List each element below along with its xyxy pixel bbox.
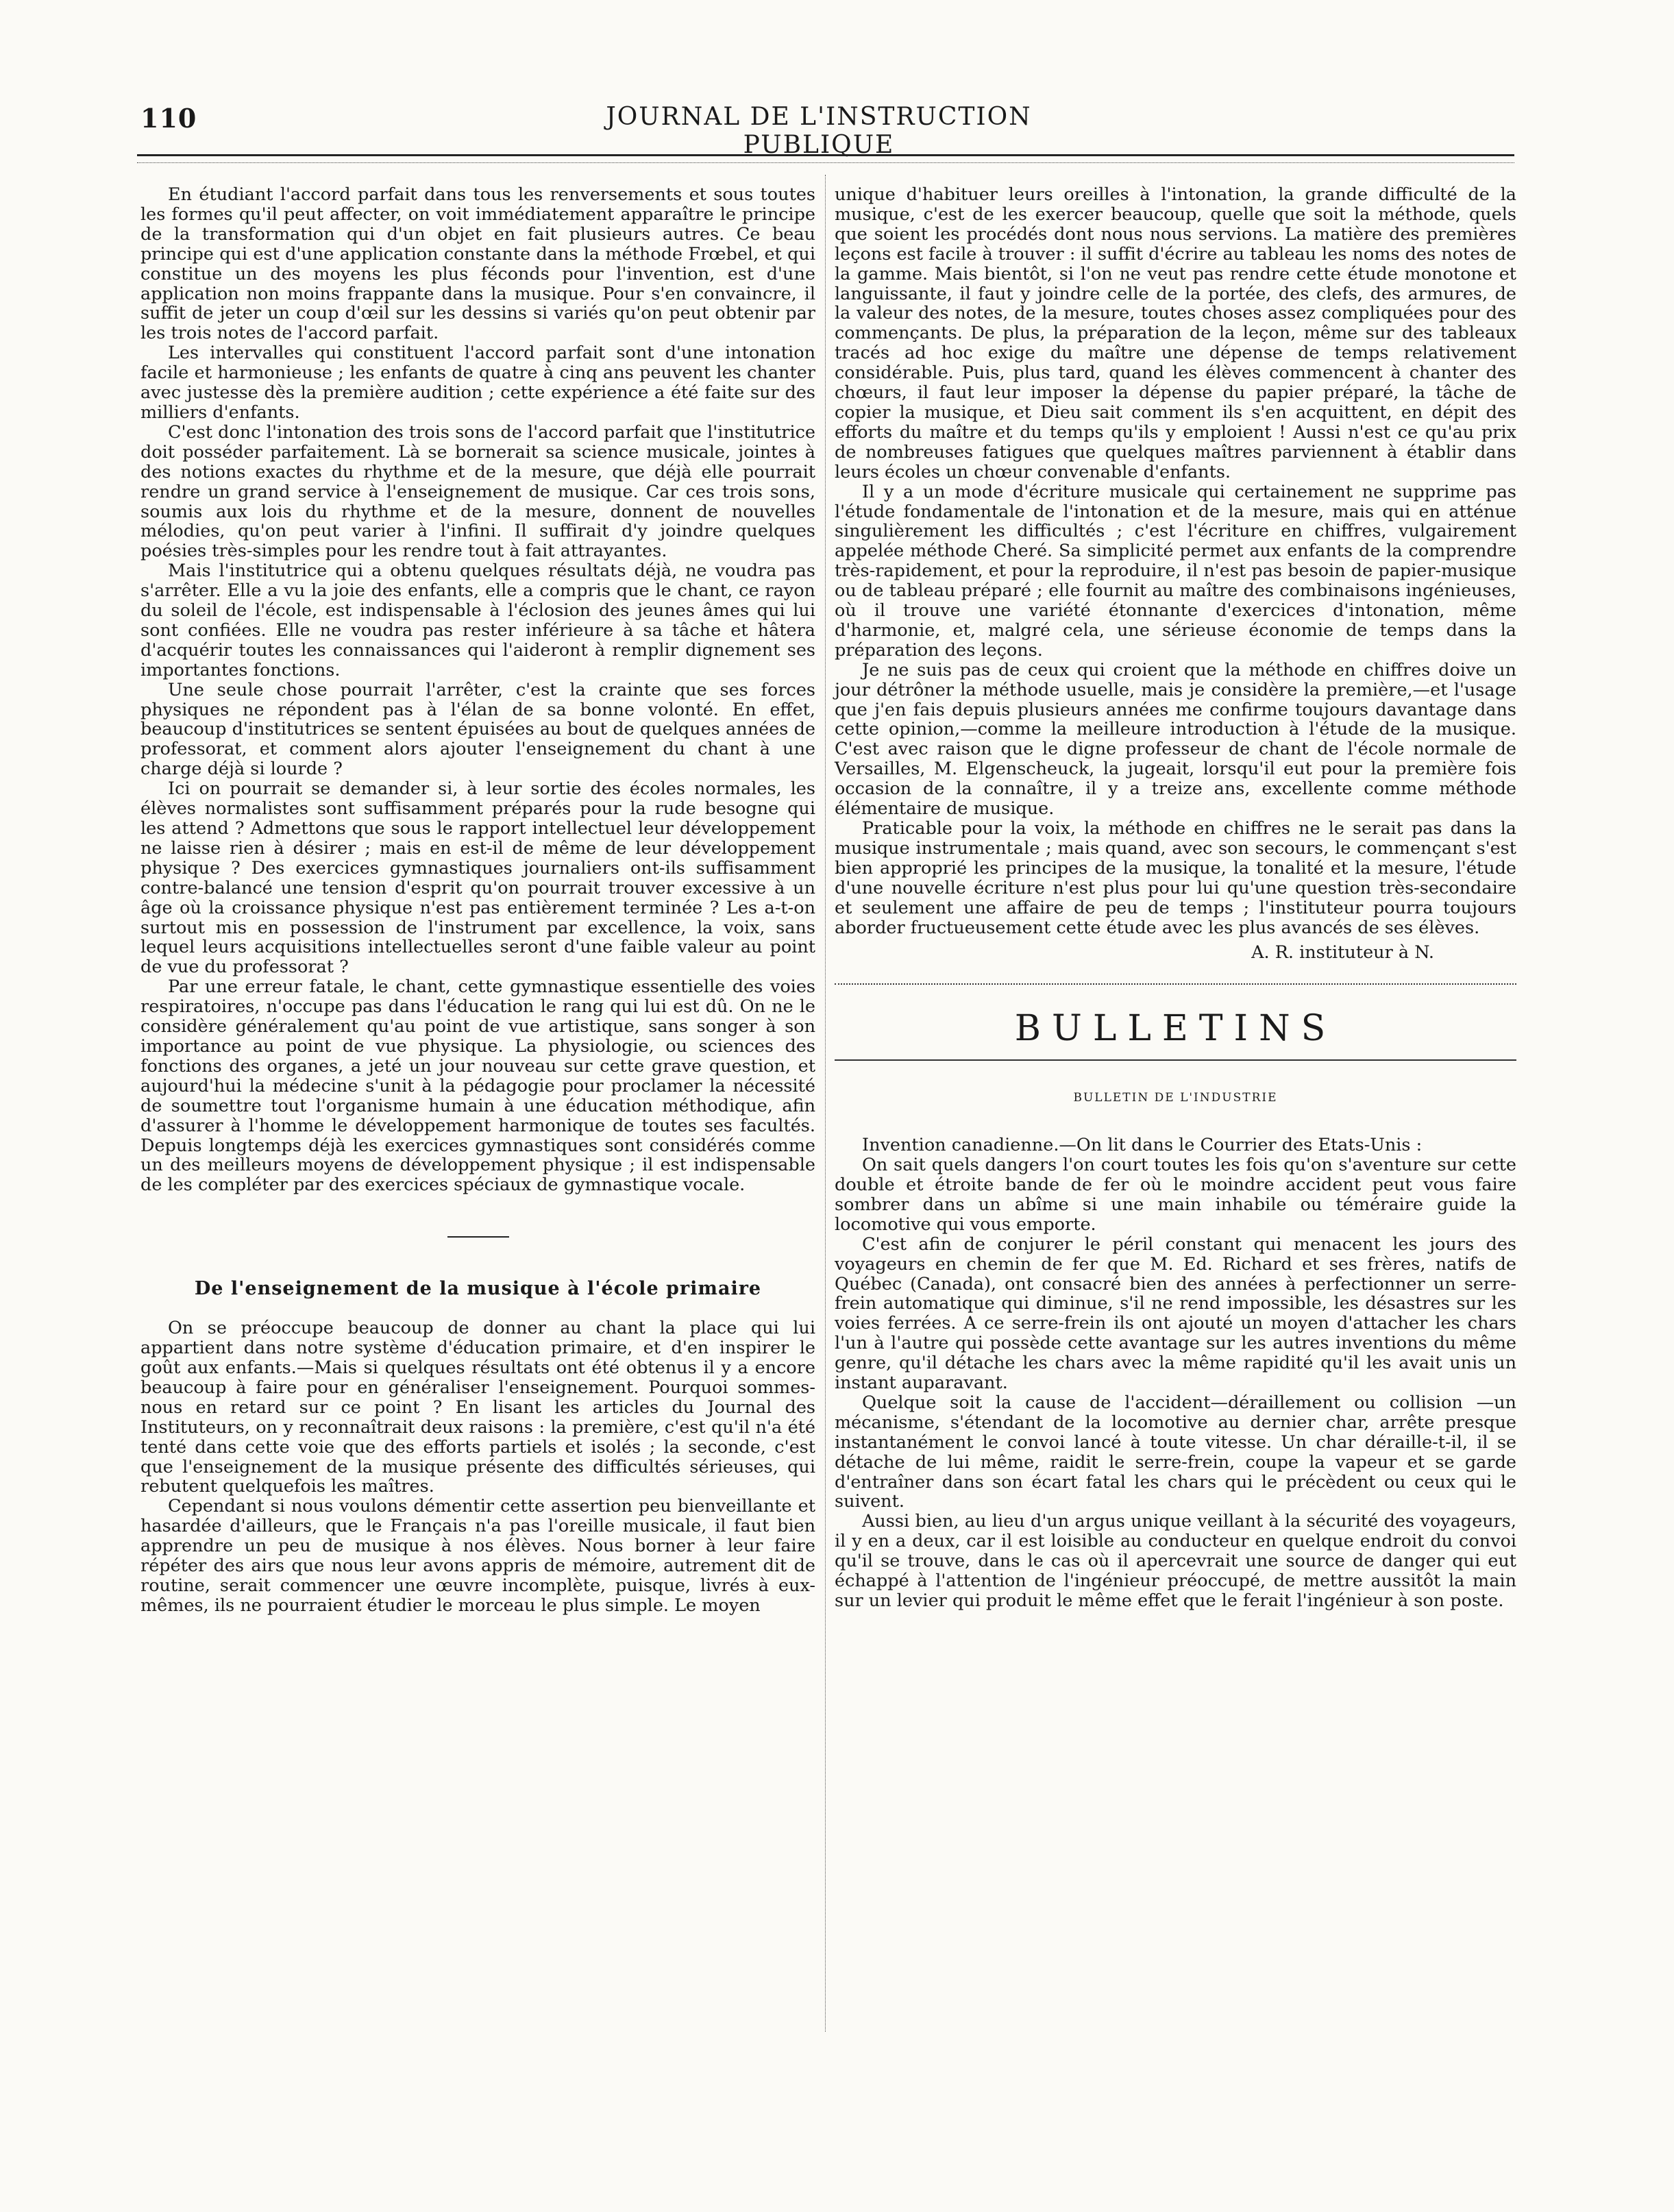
header-rule	[137, 154, 1514, 156]
paragraph: Les intervalles qui constituent l'accord parfait sont d'une intonation facile et harmonieuse ; les enfants de quatre à cinq ans peuvent les chanter avec justesse dès la première audition ; cette expérience a été faite sur des milliers d'enfants.	[140, 343, 815, 423]
paragraph: Ici on pourrait se demander si, à leur sortie des écoles normales, les élèves normalistes sont suffisamment préparés pour la rude besogne qui les attend ? Admettons que sous le rapport intellectuel leur développement ne laisse rien à désirer ; mais en est-il de même de leur développement physique ? Des exercices gymnastiques journaliers ont-ils suffisamment contre-balancé une tension d'esprit qu'on pourrait trouver excessive à un âge où la croissance physique n'est pas entièrement terminée ? Les a-t-on surtout mis en possession de l'instrument par excellence, la voix, sans lequel leurs acquisitions intellectuelles seront d'une faible valeur au point de vue du professorat ?	[140, 778, 815, 978]
bulletin-subheading: BULLETIN DE L'INDUSTRIE	[1073, 1091, 1278, 1105]
left-column	[140, 185, 815, 1616]
paragraph: Quelque soit la cause de l'accident—déraillement ou collision —un mécanisme, s'étendant de la locomotive au dernier char, arrête presque instantanément le convoi lancé à toute vitesse. Un char déraille-t-il, il se détache de lui même, raidit le serre-frein, coupe la vapeur et se garde d'entraîner dans son écart fatal les chars qui le précèdent ou ceux qui le suivent.	[835, 1392, 1516, 1512]
header-dotted-rule	[137, 162, 1514, 163]
paragraph: En étudiant l'accord parfait dans tous les renversements et sous toutes les formes qu'il peut affecter, on voit immédiatement apparaître le principe de la transformation qui d'un objet en fait plusieurs autres. Ce beau principe qui est d'une application constante dans la méthode Frœbel, et qui constitue un des moyens les plus féconds pour l'invention, est d'une application non moins frappante dans la musique. Pour s'en convaincre, il suffit de jeter un coup d'œil sur les dessins si variés qu'on peut obtenir par les trois notes de l'accord parfait.	[140, 184, 815, 344]
paragraph: Mais l'institutrice qui a obtenu quelques résultats déjà, ne voudra pas s'arrêter. Elle a vu la joie des enfants, elle a compris que le chant, ce rayon du soleil de l'école, est indispensable à l'éclosion des jeunes âmes qui lui sont confiées. Elle ne voudra pas rester inférieure à sa tâche et hâtera d'acquérir toutes les connaissances qui l'aideront à remplir dignement ses importantes fonctions.	[140, 561, 815, 680]
page-number: 110	[140, 103, 197, 134]
section-divider	[447, 1236, 509, 1238]
paragraph: Cependant si nous voulons démentir cette assertion peu bienveillante et hasardée d'ailleurs, que le Français n'a pas l'oreille musicale, il faut bien apprendre un peu de musique à nos élèves. Nous borner à leur faire répéter des airs que nous leur avons appris de mémoire, autrement dit de routine, serait commencer une œuvre incomplète, puisque, livrés à eux-mêmes, ils ne pourraient étudier le morceau le plus simple. Le moyen	[140, 1496, 815, 1616]
paragraph: Aussi bien, au lieu d'un argus unique veillant à la sécurité des voyageurs, il y en a deux, car il est loisible au conducteur en quelque endroit du convoi qu'il se trouve, dans le cas où il apercevrait une source de danger qui eut échappé à l'attention de l'ingénieur préoccupé, de mettre aussitôt la main sur un levier qui produit le même effet que le ferait l'ingénieur à son poste.	[835, 1511, 1516, 1611]
paragraph: unique d'habituer leurs oreilles à l'intonation, la grande difficulté de la musique, c'est de les exercer beaucoup, quelle que soit la méthode, quels que soient les procédés dont nous nous servions. La matière des premières leçons est facile à trouver : il suffit d'écrire au tableau les noms des notes de la gamme. Mais bientôt, si l'on ne veut pas rendre cette étude monotone et languissante, il faut y joindre celle de la portée, des clefs, des armures, de la valeur des notes, de la mesure, toutes choses assez compliquées pour des commençants. De plus, la préparation de la leçon, même sur des tableaux tracés ad hoc exige du maître une dépense de temps relativement considérable. Puis, plus tard, quand les élèves commencent à chanter des chœurs, il faut leur imposer la dépense du papier préparé, la tâche de copier la musique, et Dieu sait comment ils s'en acquittent, en dépit des efforts du maître et du temps qu'ils y emploient ! Aussi n'est ce qu'au prix de nombreuses fatigues que quelques maîtres parviennent à établir dans leurs écoles un chœur convenable d'enfants.	[835, 184, 1516, 482]
paragraph: Il y a un mode d'écriture musicale qui certainement ne supprime pas l'étude fondamentale de l'intonation et de la mesure, mais qui en atténue singulièrement les difficultés ; c'est l'écriture en chiffres, vulgairement appelée méthode Cheré. Sa simplicité permet aux enfants de la comprendre très-rapidement, et pour la reproduire, il n'est pas besoin de papier-musique ou de tableau préparé ; elle fournit au maître des combinaisons ingénieuses, où il trouve une variété étonnante d'exercices d'intonation, même d'harmonie, et, malgré cela, une sérieuse économie de temps dans la préparation des leçons.	[835, 481, 1516, 661]
right-column	[835, 185, 1516, 1611]
paragraph: On se préoccupe beaucoup de donner au chant la place qui lui appartient dans notre système d'éducation primaire, et d'en inspirer le goût aux enfants.—Mais si quelques résultats ont été obtenus il y a encore beaucoup à faire pour en généraliser l'enseignement. Pourquoi sommes-nous en retard sur ce point ? En lisant les articles du Journal des Instituteurs, on y reconnaîtrait deux raisons : la première, c'est qu'il n'a été tenté dans cette voie que des efforts partiels et isolés ; la seconde, c'est que l'enseignement de la musique présente des difficultés sérieuses, qui rebutent quelquefois les maîtres.	[140, 1318, 815, 1497]
section-heading-bulletins: BULLETINS	[1014, 1008, 1337, 1050]
paragraph: C'est afin de conjurer le péril constant qui menacent les jours des voyageurs en chemin de fer que M. Ed. Richard et ses frères, natifs de Québec (Canada), ont consacré bien des années à perfectionner un serre-frein automatique qui diminue, s'il ne rend impossible, les désastres sur les voies ferrées. A ce serre-frein ils ont ajouté un moyen d'attacher les chars l'un à l'autre qui possède cette avantage sur les autres inventions du même genre, qu'il détache les chars avec la même rapidité qu'il les avait unis un instant auparavant.	[835, 1233, 1516, 1394]
column-divider	[825, 175, 826, 2032]
paragraph: On sait quels dangers l'on court toutes les fois qu'on s'aventure sur cette double et étroite bande de fer où le moindre accident peut vous faire sombrer dans un abîme si une main inhabile ou téméraire guide la locomotive qui vous emporte.	[835, 1155, 1516, 1235]
running-head: JOURNAL DE L'INSTRUCTION PUBLIQUE	[606, 103, 1032, 159]
dotted-separator	[835, 983, 1516, 985]
paragraph: Une seule chose pourrait l'arrêter, c'est la crainte que ses forces physiques ne répondent pas à l'élan de sa bonne volonté. En effet, beaucoup d'institutrices se sentent épuisées au bout de quelques années de professorat, et comment alors ajouter l'enseignement du chant à une charge déjà si lourde ?	[140, 679, 815, 780]
author-signature: A. R. instituteur à N.	[1251, 942, 1434, 963]
paragraph: Par une erreur fatale, le chant, cette gymnastique essentielle des voies respiratoires, n'occupe pas dans l'éducation le rang qui lui est dû. On ne le considère généralement qu'au point de vue artistique, sans songer à son importance au point de vue physique. La physiologie, ou sciences des fonctions des organes, a jeté un jour nouveau sur cette grave question, et aujourd'hui la médecine s'unit à la pédagogie pour proclamer la nécessité de soumettre tout l'organisme humain à une éducation méthodique, afin d'assurer à l'homme le développement harmonique de toutes ses facultés. Depuis longtemps déjà les exercices gymnastiques sont considérés comme un des meilleurs moyens de développement physique ; il est indispensable de les compléter par des exercices spéciaux de gymnastique vocale.	[140, 976, 815, 1196]
paragraph: Invention canadienne.—On lit dans le Courrier des Etats-Unis :	[862, 1135, 1423, 1156]
heading-rule	[835, 1059, 1516, 1061]
paragraph: Praticable pour la voix, la méthode en chiffres ne le serait pas dans la musique instrumentale ; mais quand, avec son secours, le commençant s'est bien approprié les principes de la musique, la tonalité et la mesure, l'étude d'une nouvelle écriture n'est plus pour lui qu'une question très-secondaire et seulement une affaire de peu de temps ; l'instituteur pourra toujours aborder fructueusement cette étude avec les plus avancés de ses élèves.	[835, 818, 1516, 938]
paragraph: Je ne suis pas de ceux qui croient que la méthode en chiffres doive un jour détrôner la méthode usuelle, mais je considère la première,—et l'usage que j'en fais depuis plusieurs années me confirme toujours davantage dans cette opinion,—comme la meilleure introduction à l'étude de la musique. C'est avec raison que le digne professeur de chant de l'école normale de Versailles, M. Elgenscheuck, la jugeait, lorsqu'il eut pour la première fois occasion de la connaître, il y a treize ans, excellente comme méthode élémentaire de musique.	[835, 659, 1516, 820]
paragraph: C'est donc l'intonation des trois sons de l'accord parfait que l'institutrice doit posséder parfaitement. Là se bornerait sa science musicale, jointes à des notions exactes du rhythme et de la mesure, que déjà elle pourrait rendre un grand service à l'enseignement de musique. Car ces trois sons, soumis aux lois du rhythme et de la mesure, donnent de nouvelles mélodies, qu'on peut varier à l'infini. Il suffirait d'y joindre quelques poésies très-simples pour les rendre tout à fait attrayantes.	[140, 421, 815, 562]
article-title: De l'enseignement de la musique à l'école primaire	[194, 1278, 762, 1300]
